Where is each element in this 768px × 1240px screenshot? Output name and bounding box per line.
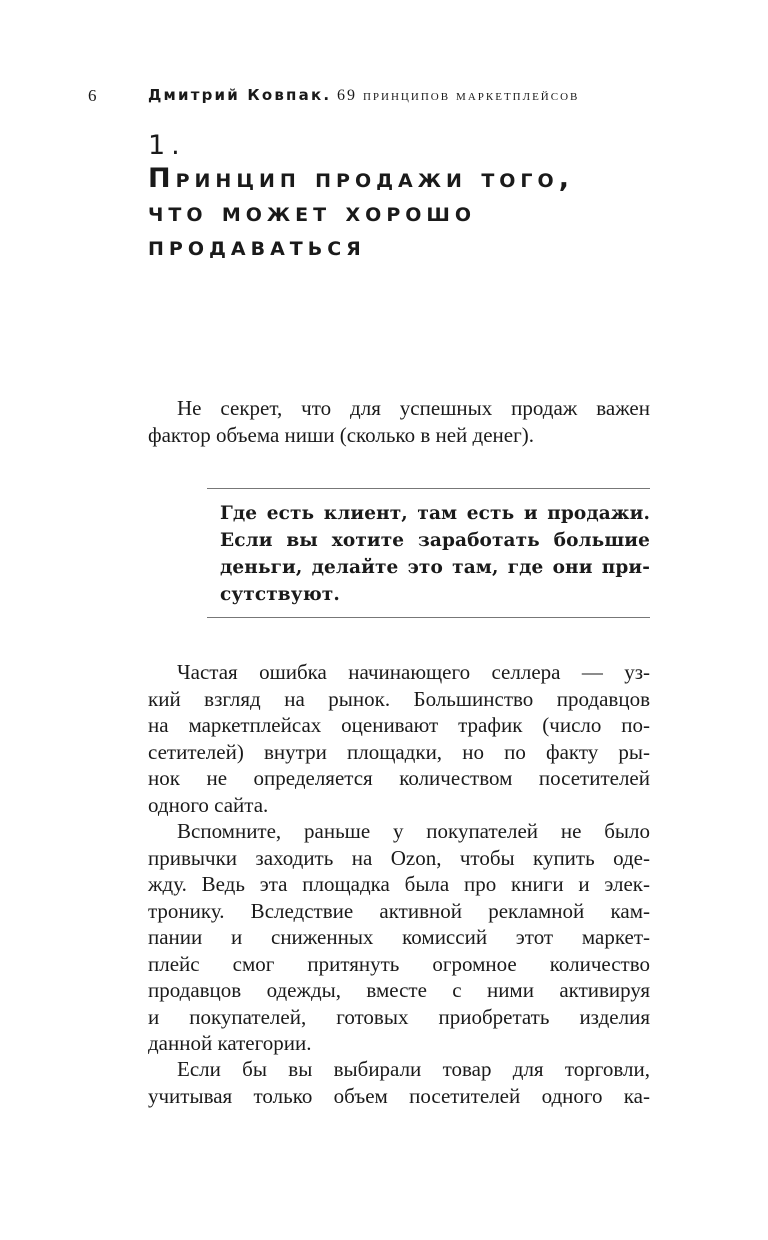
text-line: пании и сниженных комиссий этот маркет- <box>148 925 650 949</box>
text-line: привычки заходить на Ozon, чтобы купить оде- <box>148 845 650 870</box>
quote-line: Если вы хотите заработать большие <box>220 530 650 551</box>
chapter-title-line: что может хорошо <box>148 197 477 228</box>
body-paragraph <box>148 1056 650 1109</box>
text-line: жду. Ведь эта площадка была про книги и элек- <box>148 872 650 896</box>
text-line: на маркетплейсах оценивают трафик (число по- <box>148 713 650 737</box>
text-line: Не секрет, что для успешных продаж важен <box>177 396 650 420</box>
intro-paragraph <box>148 395 650 448</box>
pull-quote <box>207 488 650 618</box>
running-head-book-title: 69 принципов маркетплейсов <box>336 87 580 104</box>
chapter-title <box>148 162 668 264</box>
quote-line: сутствуют. <box>220 584 340 605</box>
running-head-author: Дмитрий Ковпак. <box>148 86 332 104</box>
text-line: кий взгляд на рынок. Большинство продавцов <box>148 686 650 711</box>
chapter-title-line: продаваться <box>148 231 366 262</box>
page-number: 6 <box>88 86 97 105</box>
text-line: тронику. Вследствие активной рекламной кам- <box>148 898 650 923</box>
text-line: Частая ошибка начинающего селлера — уз- <box>177 660 650 684</box>
text-line: сетителей) внутри площадки, но по факту ры- <box>148 739 650 764</box>
text-line: фактор объема ниши (сколько в ней денег). <box>148 422 534 447</box>
text-line: Вспомните, раньше у покупателей не было <box>177 819 650 843</box>
text-line: Если бы вы выбирали товар для торговли, <box>177 1057 650 1081</box>
chapter-title-line: Принцип продажи того, <box>148 163 574 194</box>
text-line: нок не определяется количеством посетителей <box>148 766 650 790</box>
text-line: учитывая только объем посетителей одного ка- <box>148 1083 650 1108</box>
text-line: одного сайта. <box>148 792 269 817</box>
chapter-heading <box>148 130 668 264</box>
quote-line: деньги, делайте это там, где они при- <box>220 557 650 578</box>
text-line: и покупателей, готовых приобретать изделия <box>148 1004 650 1029</box>
chapter-number: 1. <box>148 130 186 161</box>
quote-line: Где есть клиент, там есть и продажи. <box>220 503 650 524</box>
text-line: продавцов одежды, вместе с ними активируя <box>148 978 650 1002</box>
text-line: плейс смог притянуть огромное количество <box>148 951 650 976</box>
body-paragraph <box>148 818 650 1057</box>
running-head-text <box>148 86 579 105</box>
text-line: данной категории. <box>148 1031 312 1055</box>
body-paragraph <box>148 659 650 818</box>
running-head <box>0 86 768 110</box>
